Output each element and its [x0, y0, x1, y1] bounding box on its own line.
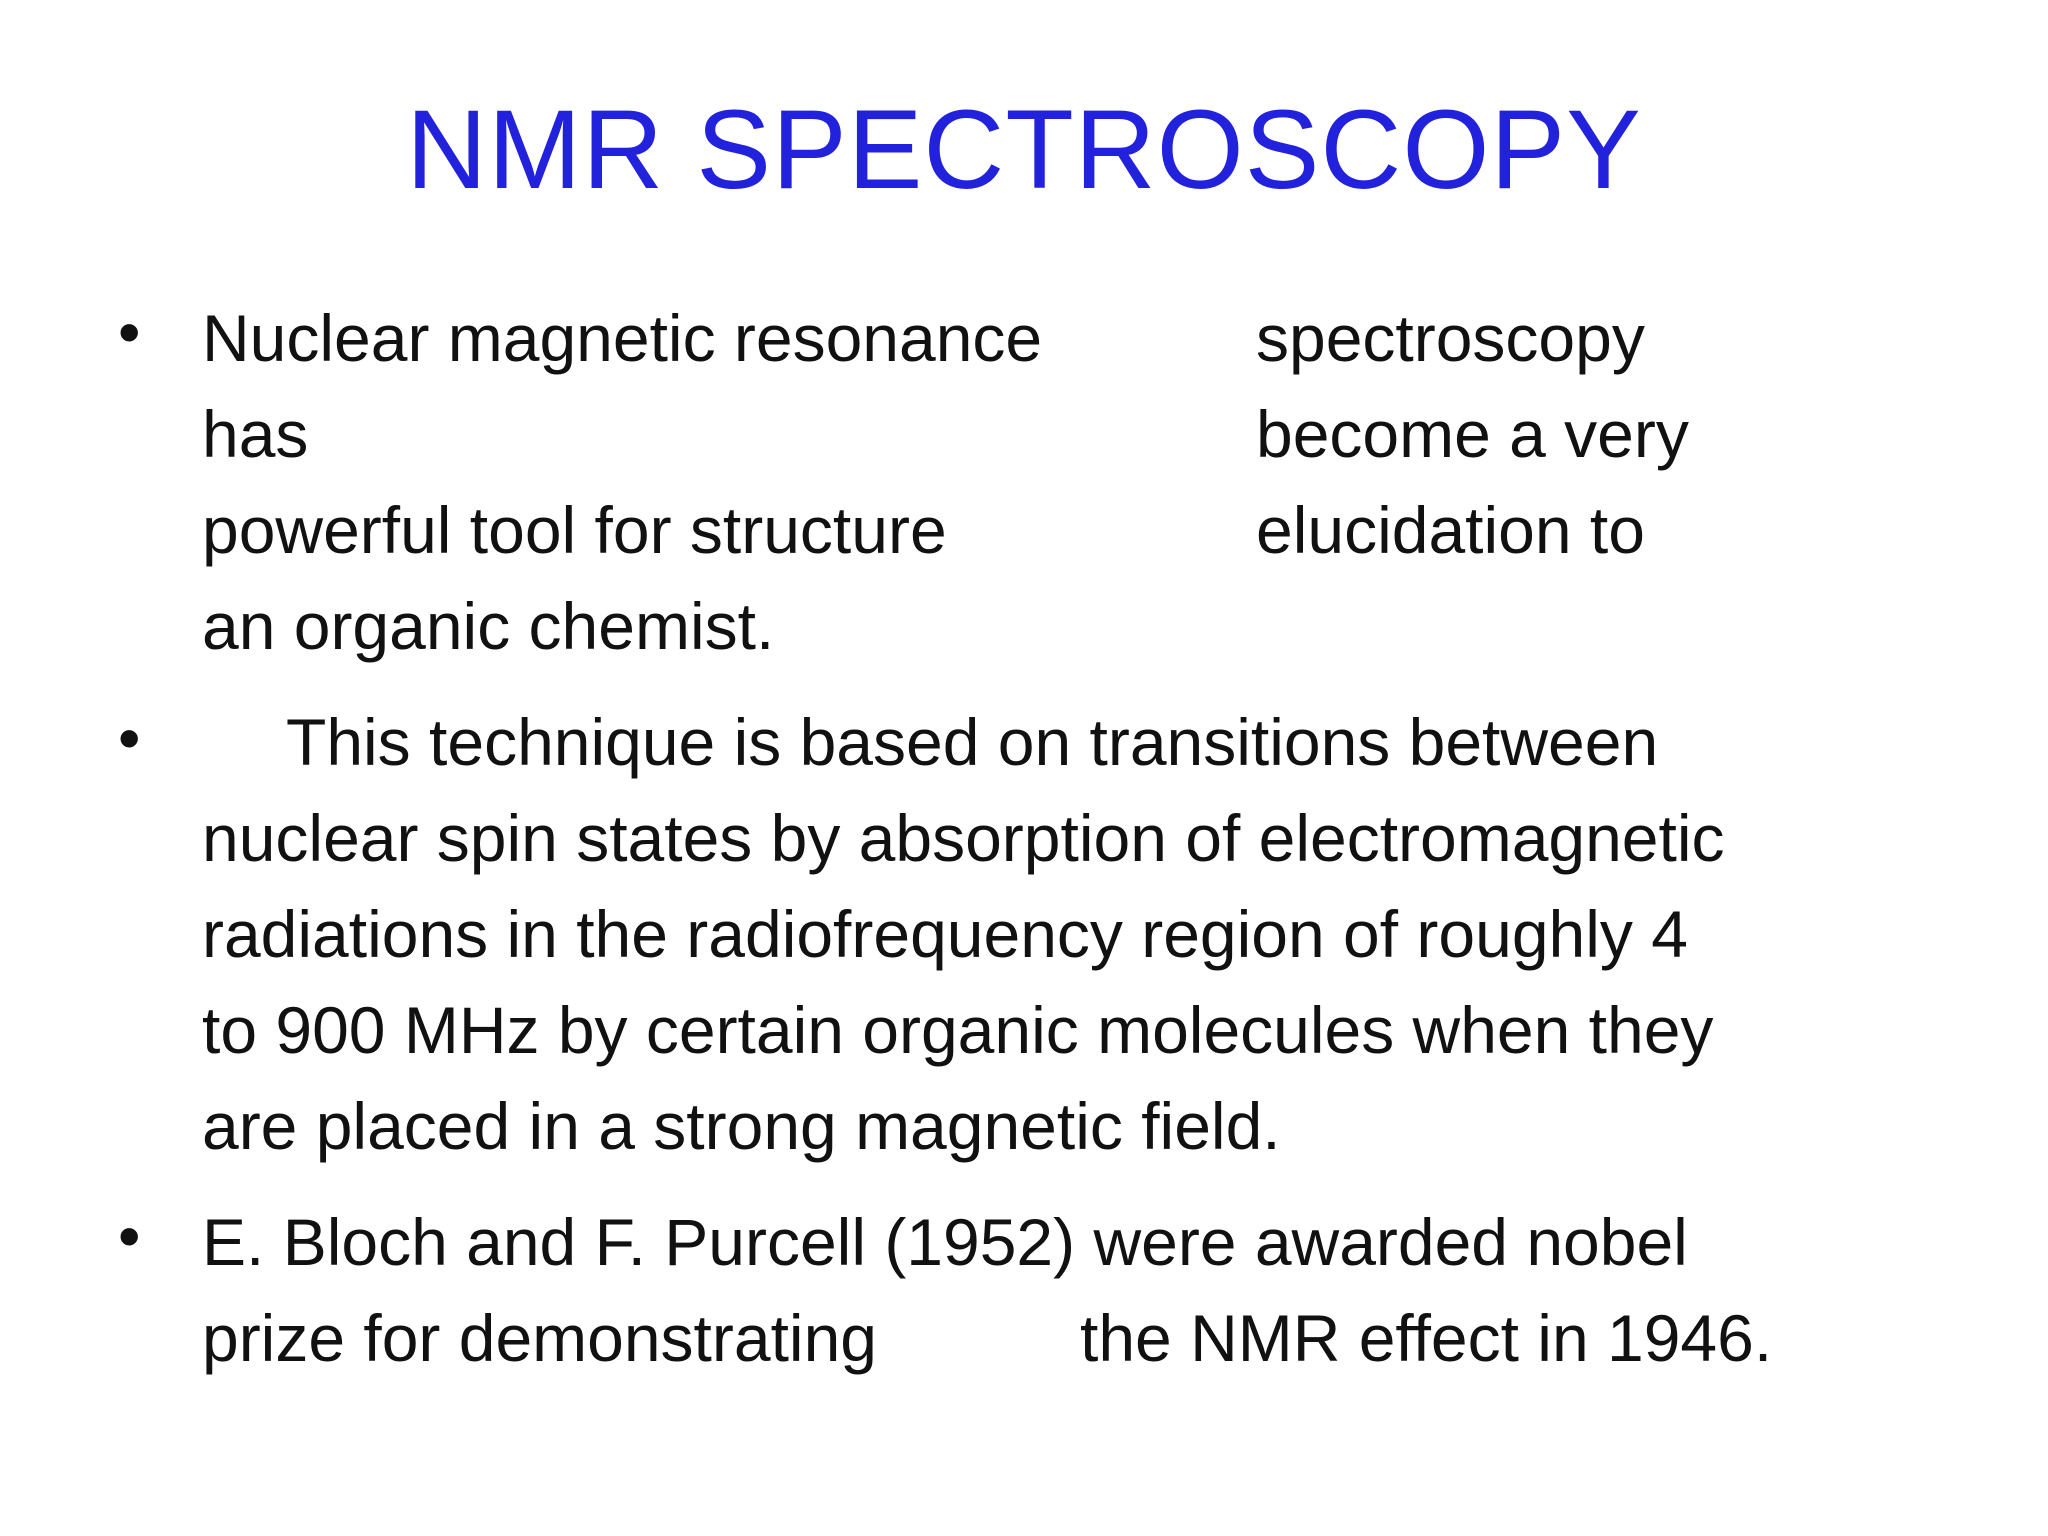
bullet-2-line-1: This technique is based on transitions between [286, 705, 1659, 779]
bullet-3-line-2b: the NMR effect in 1946. [1080, 1301, 1773, 1375]
bullet-2-line-4: to 900 MHz by certain organic molecules when they [202, 993, 1714, 1067]
bullet-1-dot: • [118, 296, 141, 368]
bullet-3-dot: • [118, 1200, 141, 1272]
slide-title: NMR SPECTROSCOPY [406, 87, 1642, 212]
bullet-2-line-3: radiations in the radiofrequency region of roughly 4 [202, 897, 1688, 971]
bullet-2-line-2: nuclear spin states by absorption of electromagnetic [202, 801, 1725, 875]
bullet-2-dot: • [118, 702, 141, 774]
bullet-1-line-2b: become a very [1256, 397, 1689, 471]
bullet-3-line-1: E. Bloch and F. Purcell (1952) were awarded nobel [202, 1205, 1688, 1279]
bullet-1-line-1a: Nuclear magnetic resonance [202, 301, 1043, 375]
bullet-2-line-5: are placed in a strong magnetic field. [202, 1089, 1281, 1163]
bullet-1-line-3b: elucidation to [1256, 493, 1645, 567]
bullet-3-line-2a: prize for demonstrating [202, 1301, 877, 1375]
bullet-1-line-3a: powerful tool for structure [202, 493, 947, 567]
bullet-1-line-2a: has [202, 397, 309, 471]
bullet-1-line-4: an organic chemist. [202, 589, 775, 663]
bullet-1-line-1b: spectroscopy [1256, 301, 1645, 375]
